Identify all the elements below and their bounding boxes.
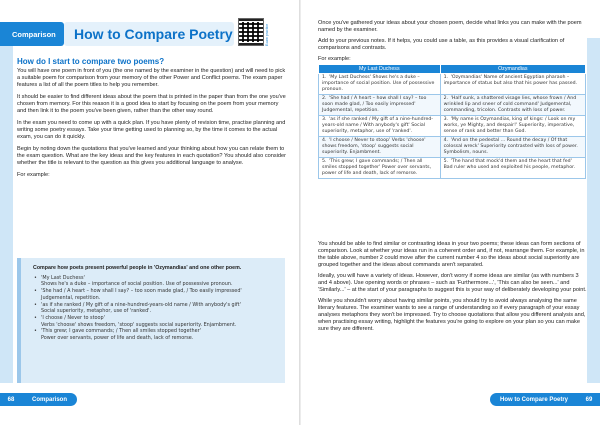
title-band xyxy=(64,22,234,46)
section-tab: Comparison xyxy=(0,22,64,46)
paragraph: While you shouldn't worry about having similar points, you should try to avoid always analysing the same literary features. The examiner wants to see a range of understanding so if every paragraph of your essay analyses metaphors they won't be impressed. Try to choose quotations that allow you different analysis and, when practising essay writing, highlight the features you're going to explore on your plan so you can make sure they are different. xyxy=(318,298,586,332)
example-label: For example: xyxy=(318,56,351,62)
list-item-note: Shows he's a duke – importance of social position. Use of possessive pronoun. xyxy=(41,281,233,288)
bullet-icon: • xyxy=(34,274,37,281)
table-cell: 4. 'And on the pedestal ... Round the decay / Of that colossal wreck' Superiority contrasted with loss of power. Symbolism, nouns. xyxy=(440,137,585,158)
paragraph: Begin by noting down the quotations that you've learned and your thinking about how you can relate them to the exam question. What are the key ideas and the key features in each quotation? You should also consider whether the title is relevant to the question as this gives you additional language to analyse. xyxy=(17,146,286,166)
paragraph: Add to your previous notes. If it helps, you could use a table, as this provides a visual clarification of comparisons and contrasts. xyxy=(318,38,565,51)
right-margin-band xyxy=(587,38,600,383)
table-cell: 4. 'I choose / Never to stoop' Verbs 'choose' shows freedom, 'stoop' suggests social superiority. Enjambment. xyxy=(319,137,441,158)
footer-tab: How to Compare Poetry xyxy=(490,393,578,406)
comparison-table xyxy=(318,64,586,179)
left-margin-band xyxy=(0,38,13,383)
table-cell: 2. 'Half sunk, a shattered visage lies, whose frown / And wrinkled lip and sneer of cold command' Judgemental, commanding, tricolon. Contrasts with loss of power. xyxy=(440,95,585,116)
page-number: 68 xyxy=(0,393,22,406)
table-row xyxy=(319,158,586,179)
quote-text: 'This grew; I gave commands; / Then all smiles stopped together' xyxy=(41,328,201,335)
example-box xyxy=(17,258,285,383)
table-header-row xyxy=(319,65,586,74)
paragraph: Ideally, you will have a variety of ideas. However, don't worry if some ideas are similar (as with numbers 3 and 4 above). Use opening words or phrases – such as 'Furthermore...', 'This can also be seen...' and 'Similarly...' – at the start of your paragraphs to suggest this is your way of deliberately developing your point. xyxy=(318,273,587,293)
right-body xyxy=(318,241,588,337)
table-row xyxy=(319,137,586,158)
list-item xyxy=(33,275,277,282)
table-row xyxy=(319,74,586,95)
bullet-icon: • xyxy=(34,301,37,308)
table-cell: 1. 'My Last Duchess' Shows he's a duke – importance of social position. Use of possessive pronoun. xyxy=(319,74,441,95)
table-cell: 1. 'Ozymandias' Name of ancient Egyptian pharaoh – importance of status but also that his power has passed. xyxy=(440,74,585,95)
list-item xyxy=(33,302,277,309)
example-label: For example: xyxy=(17,172,50,178)
list-item-note: Social superiority, metaphor, use of 'ranked'. xyxy=(41,308,152,315)
qr-caption: Exam practice xyxy=(265,23,269,46)
list-item xyxy=(33,288,277,295)
list-item-note: Judgemental, repetition. xyxy=(41,294,101,301)
paragraph: It should be easier to find different ideas about the poem that is printed in the paper than from the one you've chosen from memory. For this reason it is a good idea to start by focusing on the poem from your memory and then link it to the poem you've been given, rather than the other way round. xyxy=(17,94,286,114)
column-header: Ozymandias xyxy=(440,65,585,74)
table-cell: 5. 'This grew; I gave commands; / Then all smiles stopped together' Power over servants, power of life and death, lack of remorse. xyxy=(319,158,441,179)
qr-code-icon xyxy=(238,18,264,46)
right-footer xyxy=(490,393,600,406)
page-number: 69 xyxy=(578,393,600,406)
list-item-note: Power over servants, power of life and death, lack of remorse. xyxy=(41,335,194,342)
quote-text: 'as if she ranked / My gift of a nine-hundred-years-old name / With anybody's gift' xyxy=(41,301,241,308)
paragraph: In the exam you need to come up with a quick plan. If you have plenty of revision time, practise planning and writing some poetry essays. Take your time getting used to planning so, by the time it comes to the actual exam, you can do it quickly. xyxy=(17,120,286,140)
bullet-icon: • xyxy=(34,314,37,321)
example-heading: Compare how poets present powerful people in 'Ozymandias' and one other poem. xyxy=(33,265,242,271)
paragraph: You should be able to find similar or contrasting ideas in your two poems; these ideas can form sections of comparison. Look at whether your ideas run in a coherent order and, if not, rearrange them. For example, in the table above, number 2 could move after the current number 4 so the ideas about social superiority are grouped together and the ideas about commands aren't separated. xyxy=(318,241,585,268)
table-row xyxy=(319,116,586,137)
table-cell: 3. 'as if she ranked / My gift of a nine-hundred-years-old name / With anybody's gift' Social superiority, metaphor, use of 'ranked'. xyxy=(319,116,441,137)
section-heading: How do I start to compare two poems? xyxy=(17,57,165,66)
bullet-icon: • xyxy=(34,328,37,335)
paragraph: You will have one poem in front of you (the one named by the examiner in the question) and will need to pick a suitable poem for comparison from your memory of the other Power and Conflict poems. The exam paper features a list of all the poem titles to help you remember. xyxy=(17,68,286,88)
table-cell: 3. 'My name is Ozymandias, king of kings: / Look on my works, ye Mighty, and despair!' Superiority, imperative, sense of rank and better than God. xyxy=(440,116,585,137)
list-item-note: Verbs 'choose' shows freedom, 'stoop' suggests social superiority. Enjambment. xyxy=(41,321,237,328)
column-header: My Last Duchess xyxy=(319,65,441,74)
left-body xyxy=(17,58,287,184)
paragraph: Once you've gathered your ideas about your chosen poem, decide what links you can make with the poem named by the examiner. xyxy=(318,20,582,33)
page-title: How to Compare Poetry xyxy=(74,26,233,42)
table-cell: 2. 'She had / A heart – how shall I say? – too soon made glad, / Too easily impressed' Judgemental, repetition. xyxy=(319,95,441,116)
example-list xyxy=(33,275,277,342)
quote-text: 'My Last Duchess' xyxy=(41,274,85,281)
table-row xyxy=(319,95,586,116)
right-intro xyxy=(318,20,588,67)
list-item xyxy=(33,315,277,322)
bullet-icon: • xyxy=(34,288,37,295)
list-item xyxy=(33,328,277,335)
table-cell: 5. 'The hand that mock'd them and the heart that fed' Bad ruler who used and exploited his people, metaphor. xyxy=(440,158,585,179)
left-footer xyxy=(0,393,77,406)
footer-tab: Comparison xyxy=(22,393,77,406)
quote-text: 'She had / A heart – how shall I say? – too soon made glad, / Too easily impressed' xyxy=(41,288,242,295)
quote-text: 'I choose / Never to stoop' xyxy=(41,314,105,321)
